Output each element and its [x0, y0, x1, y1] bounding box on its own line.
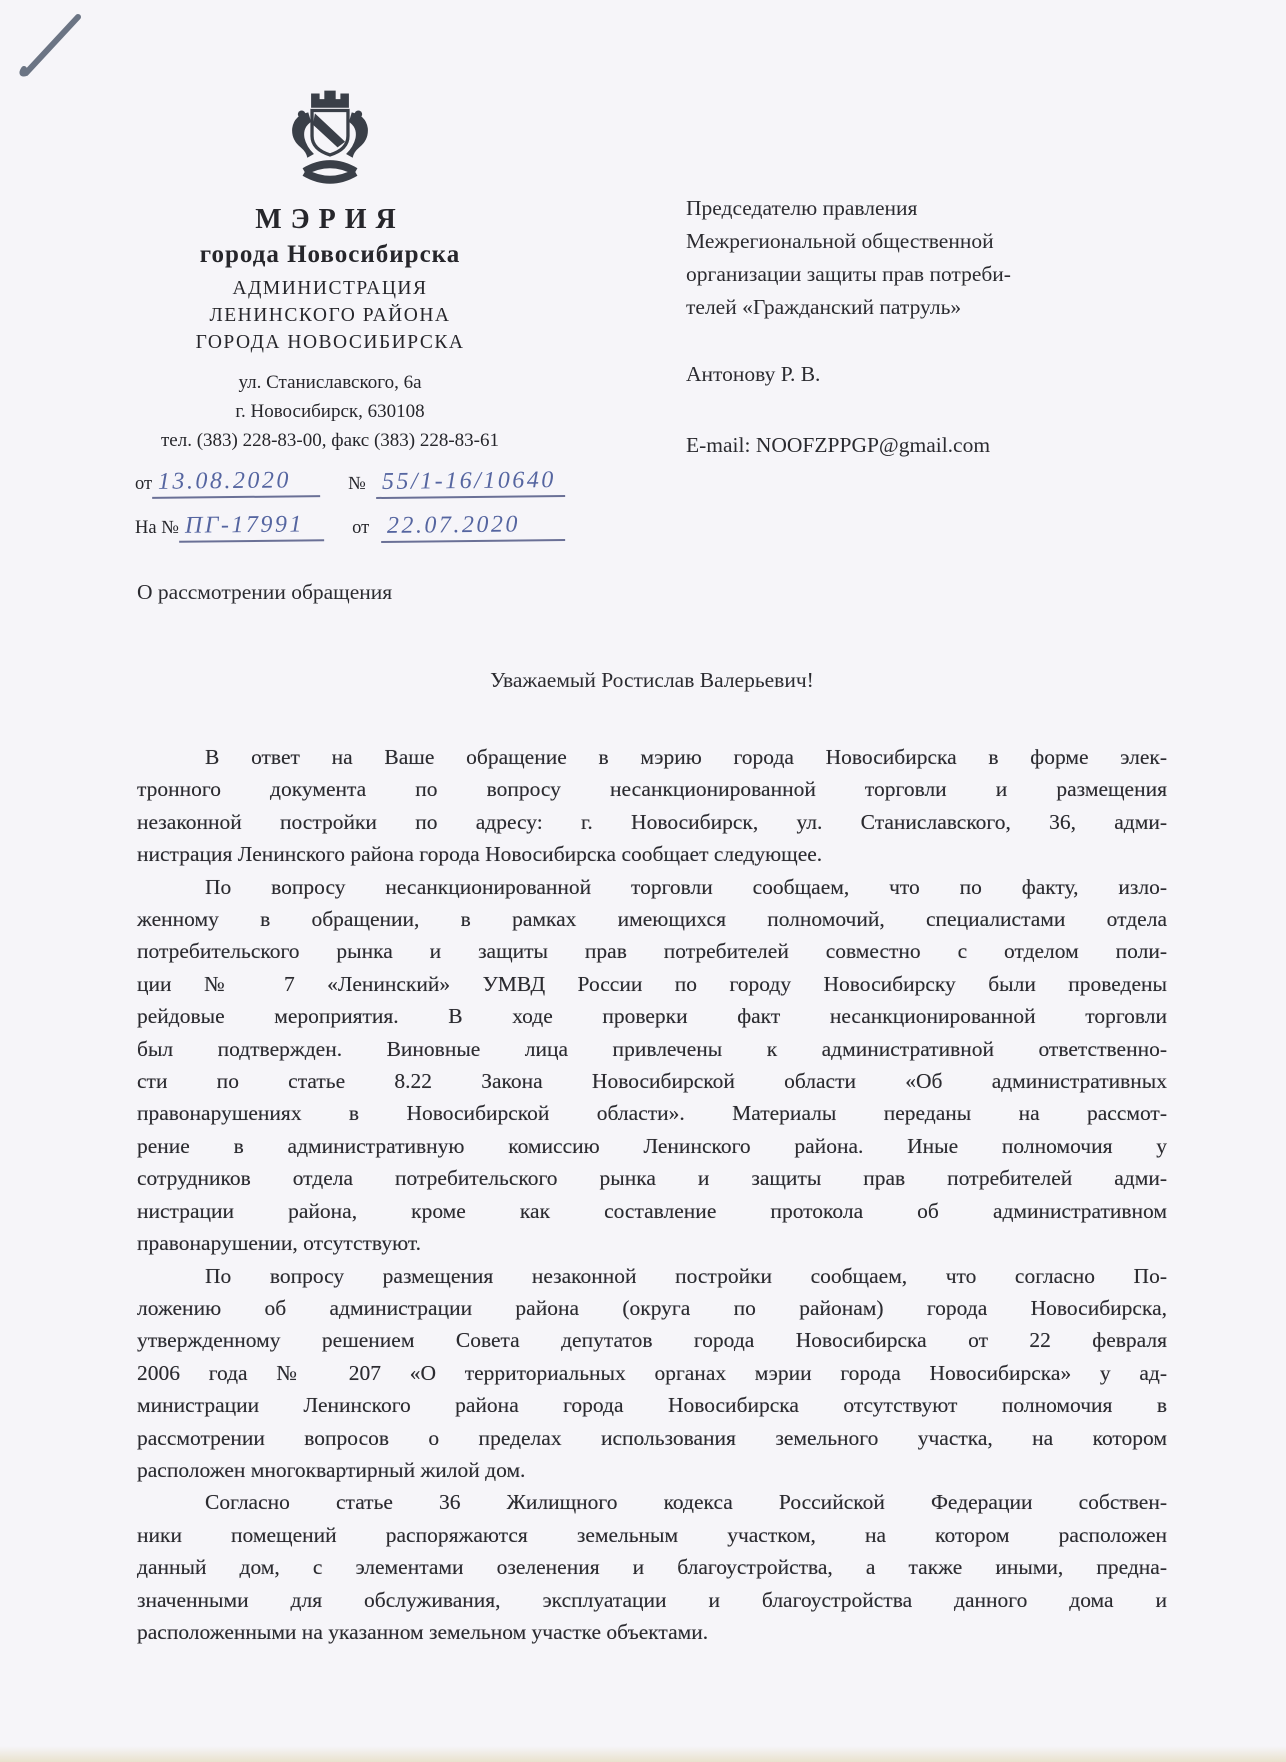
text-line: телей «Гражданский патруль» [686, 295, 962, 319]
body-line: расположенными на указанном земельном участке объектами. [137, 1619, 709, 1644]
text-line: ЛЕНИНСКОГО РАЙОНА [209, 305, 451, 326]
scan-bottom-edge [0, 1746, 1286, 1762]
body-line: ции № 7 «Ленинский» УМВД России по городу Новосибирску были проведены [137, 971, 1167, 996]
incoming-reference-row [135, 513, 565, 543]
body-line: По вопросу размещения незаконной постройки сообщаем, что согласно По- [205, 1263, 1167, 1288]
paragraph [137, 871, 1167, 1260]
incoming-number-label: На № [135, 518, 179, 538]
outgoing-number-handwritten: 55/1-16/10640 [376, 467, 565, 499]
org-name-line1: МЭРИЯ [255, 204, 405, 235]
body-line: По вопросу несанкционированной торговли сообщаем, что по факту, изло- [205, 874, 1167, 899]
org-subdivision [95, 275, 565, 356]
subject-line: О рассмотрении обращения [137, 580, 393, 604]
body-line: министрации Ленинского района города Новосибирска отсутствуют полномочия в [137, 1393, 1167, 1418]
body-line: Согласно статье 36 Жилищного кодекса Российской Федерации собствен- [205, 1490, 1167, 1515]
body-line: расположен многоквартирный жилой дом. [137, 1457, 526, 1482]
body-line: нистрации района, кроме как составление протокола об административном [137, 1198, 1167, 1223]
letter-body [137, 741, 1167, 1648]
incoming-number-handwritten: ПГ-17991 [179, 511, 325, 543]
body-line: В ответ на Ваше обращение в мэрию города Новосибирска в форме элек- [205, 745, 1167, 769]
paragraph [137, 741, 1167, 871]
body-line: данный дом, с элементами озеленения и благоустройства, а также иными, предна- [137, 1555, 1167, 1580]
body-line: ники помещений распоряжаются земельным участком, на котором расположен [137, 1522, 1167, 1547]
addressee-name: Антонову Р. В. [686, 362, 821, 386]
body-line: ложению об администрации района (округа по районам) города Новосибирска, [137, 1295, 1167, 1320]
addressee-email: E-mail: NOOFZPPGP@gmail.com [686, 433, 991, 457]
org-address-block [95, 368, 565, 455]
body-line: значенными для обслуживания, эксплуатации и благоустройства данного дома и [137, 1587, 1167, 1612]
text-line: г. Новосибирск, 630108 [235, 401, 425, 422]
body-line: женному в обращении, в рамках имеющихся полномочий, специалистами отдела [137, 907, 1167, 932]
body-line: утвержденному решением Совета депутатов города Новосибирска от 22 февраля [137, 1328, 1167, 1353]
body-line: рение в административную комиссию Ленинского района. Иные полномочия у [137, 1133, 1167, 1158]
body-line: тронного документа по вопросу несанкционированной торговли и размещения [137, 777, 1167, 802]
text-line: АДМИНИСТРАЦИЯ [232, 278, 428, 299]
novosibirsk-coat-of-arms-icon [282, 85, 378, 189]
text-line: Межрегиональной общественной [686, 229, 994, 253]
letterhead [95, 85, 565, 543]
pen-corner-mark [10, 5, 100, 90]
text-line: организации защиты прав потреби- [686, 262, 1011, 286]
body-line: потребительского рынка и защиты прав потребителей совместно с отделом поли- [137, 939, 1167, 964]
body-line: сотрудников отдела потребительского рынка и защиты прав потребителей адми- [137, 1166, 1167, 1191]
outgoing-number-label: № [348, 474, 366, 494]
org-name-line2: города Новосибирска [199, 241, 461, 268]
body-line: был подтвержден. Виновные лица привлечены к административной ответственно- [137, 1036, 1167, 1061]
outgoing-date-label: от [135, 474, 153, 494]
text-line: тел. (383) 228-83-00, факс (383) 228-83-61 [160, 430, 500, 451]
body-line: рейдовые мероприятия. В ходе проверки факт несанкционированной торговли [137, 1004, 1167, 1029]
outgoing-reference-row [135, 469, 565, 499]
body-line: правонарушении, отсутствуют. [137, 1231, 422, 1256]
body-line: правонарушениях в Новосибирской области». Материалы переданы на рассмот- [137, 1101, 1167, 1126]
text-line: ГОРОДА НОВОСИБИРСКА [195, 332, 465, 353]
paragraph [137, 1260, 1167, 1487]
incoming-date-label: от [352, 518, 370, 538]
salutation: Уважаемый Ростислав Валерьевич! [490, 668, 814, 692]
body-line: рассмотрении вопросов о пределах использования земельного участка, на котором [137, 1425, 1167, 1450]
text-line: ул. Станиславского, 6а [238, 372, 422, 393]
incoming-date-handwritten: 22.07.2020 [381, 511, 565, 543]
body-line: незаконной постройки по адресу: г. Новосибирск, ул. Станиславского, 36, адми- [137, 809, 1167, 834]
outgoing-date-handwritten: 13.08.2020 [152, 467, 320, 499]
addressee-block [686, 192, 1186, 462]
body-line: нистрация Ленинского района города Новосибирска сообщает следующее. [137, 842, 823, 867]
addressee-title-lines [686, 192, 1186, 324]
text-line: Председателю правления [686, 196, 918, 220]
body-line: сти по статье 8.22 Закона Новосибирской области «Об административных [137, 1069, 1167, 1094]
body-line: 2006 года № 207 «О территориальных органах мэрии города Новосибирска» у ад- [137, 1360, 1167, 1385]
paragraph [137, 1486, 1167, 1648]
